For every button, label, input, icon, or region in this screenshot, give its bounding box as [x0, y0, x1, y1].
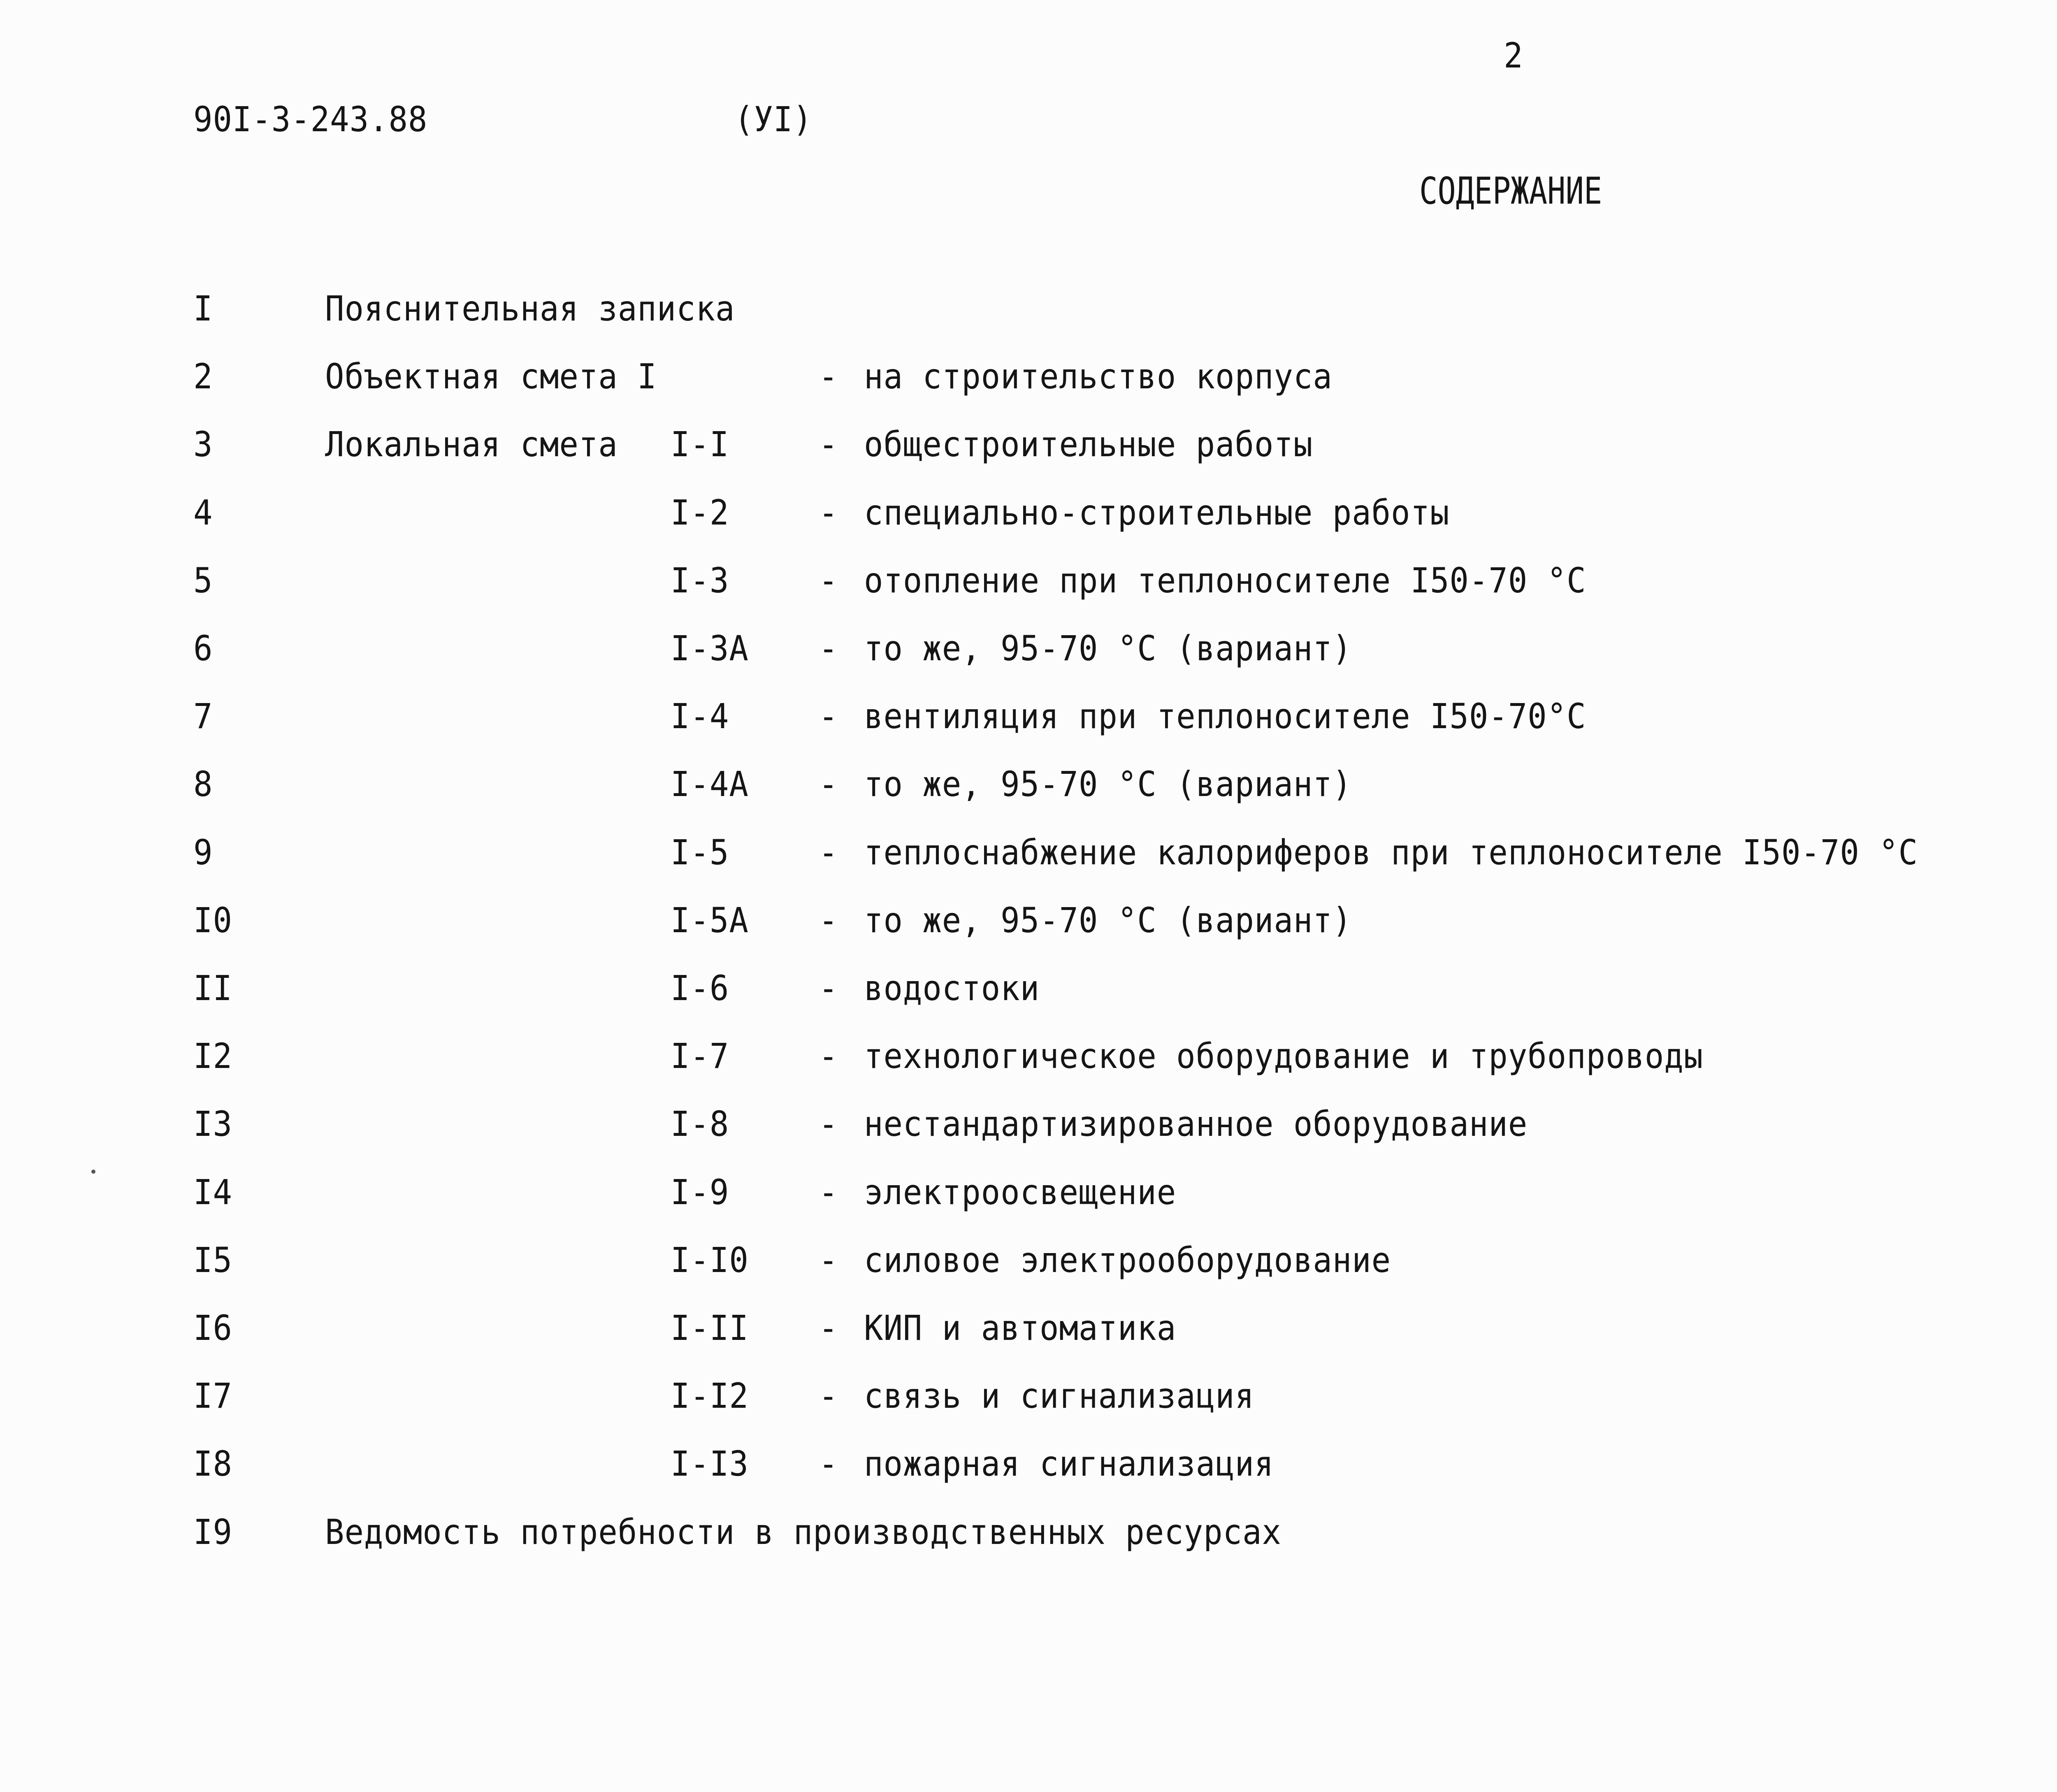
- toc-dash: -: [819, 1036, 838, 1076]
- toc-code: I-I0: [671, 1240, 749, 1280]
- toc-dash: -: [819, 1240, 838, 1280]
- toc-dash: -: [819, 764, 838, 804]
- toc-dash: -: [819, 1376, 838, 1416]
- toc-dash: -: [819, 832, 838, 873]
- toc-num: I4: [193, 1172, 232, 1212]
- toc-code: I-4: [671, 696, 729, 736]
- toc-num: I2: [193, 1036, 232, 1076]
- toc-code: I-II: [671, 1308, 749, 1348]
- page-number: 2: [1504, 35, 1523, 76]
- toc-dash: -: [819, 1444, 838, 1484]
- toc-desc: общестроительные работы: [864, 424, 1313, 464]
- toc-num: 9: [193, 832, 213, 873]
- toc-num: 8: [193, 764, 213, 804]
- toc-num: 3: [193, 424, 213, 464]
- scan-speck: [91, 1170, 95, 1174]
- toc-code: I-4А: [671, 764, 749, 804]
- toc-code: I-3А: [671, 628, 749, 669]
- toc-code: I-3: [671, 560, 729, 601]
- toc-code: I-I2: [671, 1376, 749, 1416]
- toc-desc: водостоки: [864, 968, 1040, 1008]
- toc-desc: пожарная сигнализация: [864, 1444, 1274, 1484]
- series-code: 90I-3-243.88: [193, 99, 428, 139]
- toc-num: I: [193, 288, 213, 329]
- toc-section: Ведомость потребности в производственных ресурсах: [325, 1512, 1282, 1552]
- toc-desc: теплоснабжение калориферов при теплоносителе I50-70 °С: [864, 832, 1918, 873]
- toc-dash: -: [819, 1308, 838, 1348]
- toc-num: 4: [193, 492, 213, 533]
- toc-num: I7: [193, 1376, 232, 1416]
- issue-number: (УI): [734, 99, 813, 139]
- toc-dash: -: [819, 424, 838, 464]
- toc-desc: отопление при теплоносителе I50-70 °С: [864, 560, 1586, 601]
- toc-dash: -: [819, 492, 838, 533]
- toc-desc: связь и сигнализация: [864, 1376, 1254, 1416]
- toc-num: I9: [193, 1512, 232, 1552]
- toc-num: I0: [193, 900, 232, 940]
- toc-num: 6: [193, 628, 213, 669]
- toc-section: Локальная смета: [325, 424, 618, 464]
- toc-code: I-I3: [671, 1444, 749, 1484]
- toc-dash: -: [819, 968, 838, 1008]
- toc-desc: специально-строительные работы: [864, 492, 1450, 533]
- toc-desc: силовое электрооборудование: [864, 1240, 1391, 1280]
- toc-num: 2: [193, 356, 213, 397]
- toc-code: I-7: [671, 1036, 729, 1076]
- toc-desc: нестандартизированное оборудование: [864, 1104, 1528, 1144]
- toc-dash: -: [819, 696, 838, 736]
- toc-num: I3: [193, 1104, 232, 1144]
- toc-desc: технологическое оборудование и трубопроводы: [864, 1036, 1704, 1076]
- toc-dash: -: [819, 1172, 838, 1212]
- toc-section: Пояснительная записка: [325, 288, 735, 329]
- toc-code: I-8: [671, 1104, 729, 1144]
- toc-desc: то же, 95-70 °С (вариант): [864, 764, 1352, 804]
- toc-code: I-5А: [671, 900, 749, 940]
- toc-num: II: [193, 968, 232, 1008]
- toc-section: Объектная смета I: [325, 356, 657, 397]
- toc-dash: -: [819, 900, 838, 940]
- toc-desc: КИП и автоматика: [864, 1308, 1177, 1348]
- toc-num: I5: [193, 1240, 232, 1280]
- toc-dash: -: [819, 560, 838, 601]
- toc-num: 7: [193, 696, 213, 736]
- toc-code: I-I: [671, 424, 729, 464]
- toc-desc: электроосвещение: [864, 1172, 1177, 1212]
- toc-desc: вентиляция при теплоносителе I50-70°С: [864, 696, 1586, 736]
- toc-code: I-6: [671, 968, 729, 1008]
- toc-num: I6: [193, 1308, 232, 1348]
- toc-dash: -: [819, 1104, 838, 1144]
- toc-desc: то же, 95-70 °С (вариант): [864, 628, 1352, 669]
- toc-dash: -: [819, 628, 838, 669]
- toc-code: I-2: [671, 492, 729, 533]
- toc-code: I-5: [671, 832, 729, 873]
- toc-dash: -: [819, 356, 838, 397]
- toc-title: СОДЕРЖАНИЕ: [1419, 169, 1602, 213]
- toc-desc: на строительство корпуса: [864, 356, 1333, 397]
- toc-num: 5: [193, 560, 213, 601]
- toc-code: I-9: [671, 1172, 729, 1212]
- toc-desc: то же, 95-70 °С (вариант): [864, 900, 1352, 940]
- toc-num: I8: [193, 1444, 232, 1484]
